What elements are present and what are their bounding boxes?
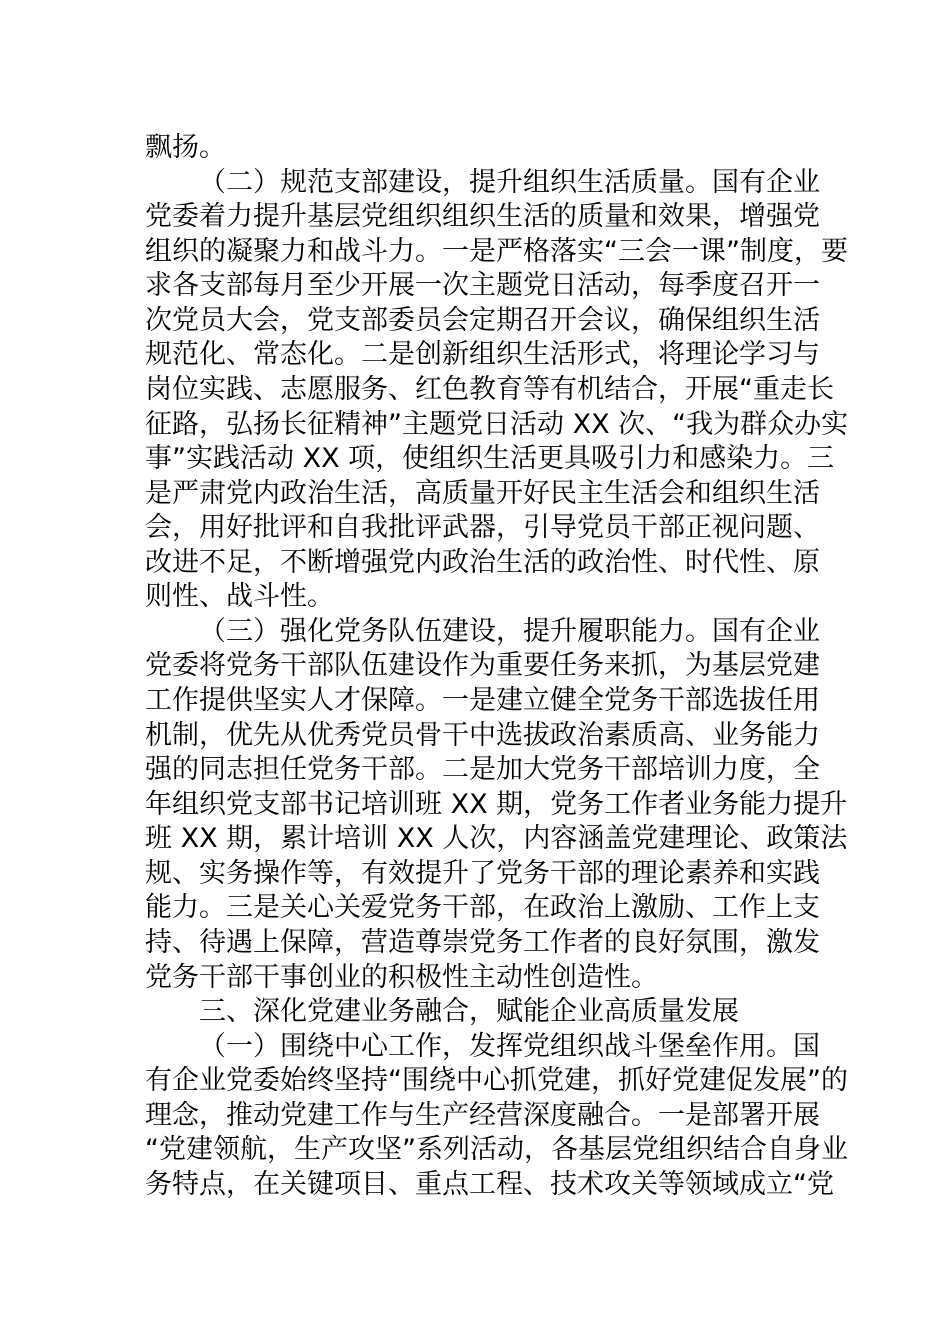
- paragraph-line: 会，用好批评和自我批评武器，引导党员干部正视问题、: [145, 512, 820, 544]
- paragraph-line: 持、待遇上保障，营造尊崇党务工作者的良好氛围，激发: [145, 926, 820, 958]
- paragraph-line: 是严肃党内政治生活，高质量开好民主生活会和组织生活: [145, 477, 820, 509]
- paragraph-line: 班 XX 期，累计培训 XX 人次，内容涵盖党建理论、政策法: [145, 823, 848, 855]
- paragraph-line: 工作提供坚实人才保障。一是建立健全党务干部选拔任用: [145, 685, 820, 716]
- section-heading-line: （三）强化党务队伍建设，提升履职能力。国有企业: [199, 615, 820, 647]
- paragraph-line: 能力。三是关心关爱党务干部，在政治上激励、工作上支: [145, 892, 820, 924]
- paragraph-line: 求各支部每月至少开展一次主题党日活动，每季度召开一: [145, 270, 820, 302]
- paragraph-line: 强的同志担任党务干部。二是加大党务干部培训力度，全: [145, 754, 820, 786]
- paragraph-line: “党建领航，生产攻坚”系列活动，各基层党组织结合自身业: [145, 1134, 848, 1166]
- paragraph-line: 党务干部干事创业的积极性主动性创造性。: [145, 961, 658, 993]
- paragraph-line: 党委着力提升基层党组织组织生活的质量和效果，增强党: [145, 201, 820, 233]
- document-body: [145, 131, 849, 1202]
- paragraph-line: 年组织党支部书记培训班 XX 期，党务工作者业务能力提升: [145, 788, 848, 820]
- paragraph-line: 飘扬。: [145, 132, 226, 163]
- paragraph-line: 务特点，在关键项目、重点工程、技术攻关等领域成立“党: [145, 1168, 834, 1200]
- paragraph-line: 则性、战斗性。: [145, 581, 334, 613]
- paragraph-line: 征路，弘扬长征精神”主题党日活动 XX 次、“我为群众办实: [145, 408, 849, 440]
- paragraph-line: 理念，推动党建工作与生产经营深度融合。一是部署开展: [145, 1099, 820, 1131]
- section-heading-line: （二）规范支部建设，提升组织生活质量。国有企业: [199, 166, 820, 198]
- paragraph-line: 次党员大会，党支部委员会定期召开会议，确保组织生活: [145, 304, 820, 336]
- paragraph-line: 规范化、常态化。二是创新组织生活形式，将理论学习与: [145, 339, 820, 371]
- chapter-heading: 三、深化党建业务融合，赋能企业高质量发展: [199, 996, 739, 1028]
- section-heading-line: （一）围绕中心工作，发挥党组织战斗堡垒作用。国: [199, 1030, 820, 1062]
- paragraph-line: 党委将党务干部队伍建设作为重要任务来抓，为基层党建: [145, 650, 820, 682]
- paragraph-line: 有企业党委始终坚持“围绕中心抓党建，抓好党建促发展”的: [145, 1065, 848, 1097]
- paragraph-line: 机制，优先从优秀党员骨干中选拔政治素质高、业务能力: [145, 719, 820, 751]
- paragraph-line: 组织的凝聚力和战斗力。一是严格落实“三会一课”制度，要: [145, 235, 848, 267]
- paragraph-line: 事”实践活动 XX 项，使组织生活更具吸引力和感染力。三: [145, 443, 835, 475]
- paragraph-line: 改进不足，不断增强党内政治生活的政治性、时代性、原: [145, 546, 820, 578]
- paragraph-line: 岗位实践、志愿服务、红色教育等有机结合，开展“重走长: [145, 373, 834, 405]
- paragraph-line: 规、实务操作等，有效提升了党务干部的理论素养和实践: [145, 857, 820, 889]
